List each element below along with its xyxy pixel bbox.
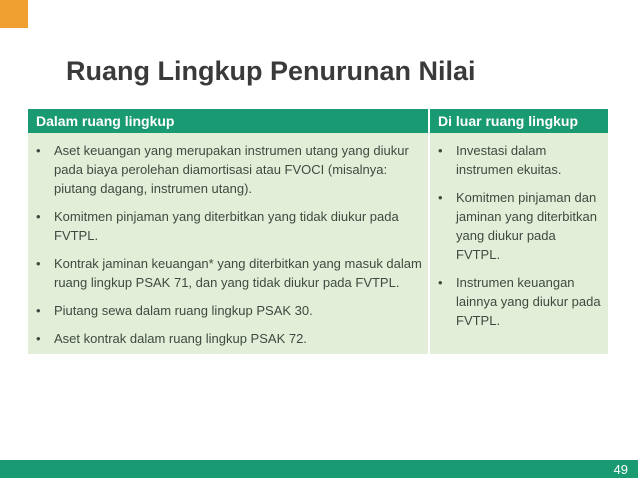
list-item	[32, 141, 422, 198]
list-item-text: Piutang sewa dalam ruang lingkup PSAK 30.	[54, 303, 313, 318]
bullet-glyph: •	[438, 190, 443, 205]
list-item-text: Komitmen pinjaman yang diterbitkan yang tidak diukur pada FVTPL.	[54, 209, 399, 243]
bullet-glyph: •	[36, 256, 41, 271]
corner-accent-square	[0, 0, 28, 28]
list-item	[32, 301, 422, 320]
in-scope-cell	[28, 133, 429, 354]
page-number: 49	[613, 462, 628, 477]
list-item	[434, 188, 602, 264]
header-in-scope: Dalam ruang lingkup	[28, 109, 429, 133]
list-item	[434, 273, 602, 330]
list-item-text: Komitmen pinjaman dan jaminan yang diterbitkan yang diukur pada FVTPL.	[456, 190, 597, 262]
list-item-text: Kontrak jaminan keuangan* yang diterbitkan yang masuk dalam ruang lingkup PSAK 71, dan yang tidak diukur pada FVTPL.	[54, 256, 422, 290]
list-item-text: Investasi dalam instrumen ekuitas.	[456, 143, 562, 177]
out-of-scope-cell	[429, 133, 608, 354]
list-item	[32, 207, 422, 245]
header-out-of-scope: Di luar ruang lingkup	[429, 109, 608, 133]
list-item	[32, 254, 422, 292]
in-scope-list	[32, 141, 422, 348]
bullet-glyph: •	[438, 143, 443, 158]
list-item	[32, 329, 422, 348]
table-header-row	[28, 109, 608, 133]
bullet-glyph: •	[36, 331, 41, 346]
list-item	[434, 141, 602, 179]
table-row	[28, 133, 608, 354]
bullet-glyph: •	[36, 209, 41, 224]
list-item-text: Instrumen keuangan lainnya yang diukur pada FVTPL.	[456, 275, 601, 328]
bullet-glyph: •	[438, 275, 443, 290]
bullet-glyph: •	[36, 143, 41, 158]
footer-bar	[0, 460, 638, 478]
bullet-glyph: •	[36, 303, 41, 318]
list-item-text: Aset keuangan yang merupakan instrumen utang yang diukur pada biaya perolehan diamortisasi atau FVOCI (misalnya: piutang dagang, instrumen utang).	[54, 143, 409, 196]
scope-table	[28, 109, 608, 354]
out-of-scope-list	[434, 141, 602, 330]
list-item-text: Aset kontrak dalam ruang lingkup PSAK 72.	[54, 331, 307, 346]
slide-title: Ruang Lingkup Penurunan Nilai	[66, 56, 476, 86]
